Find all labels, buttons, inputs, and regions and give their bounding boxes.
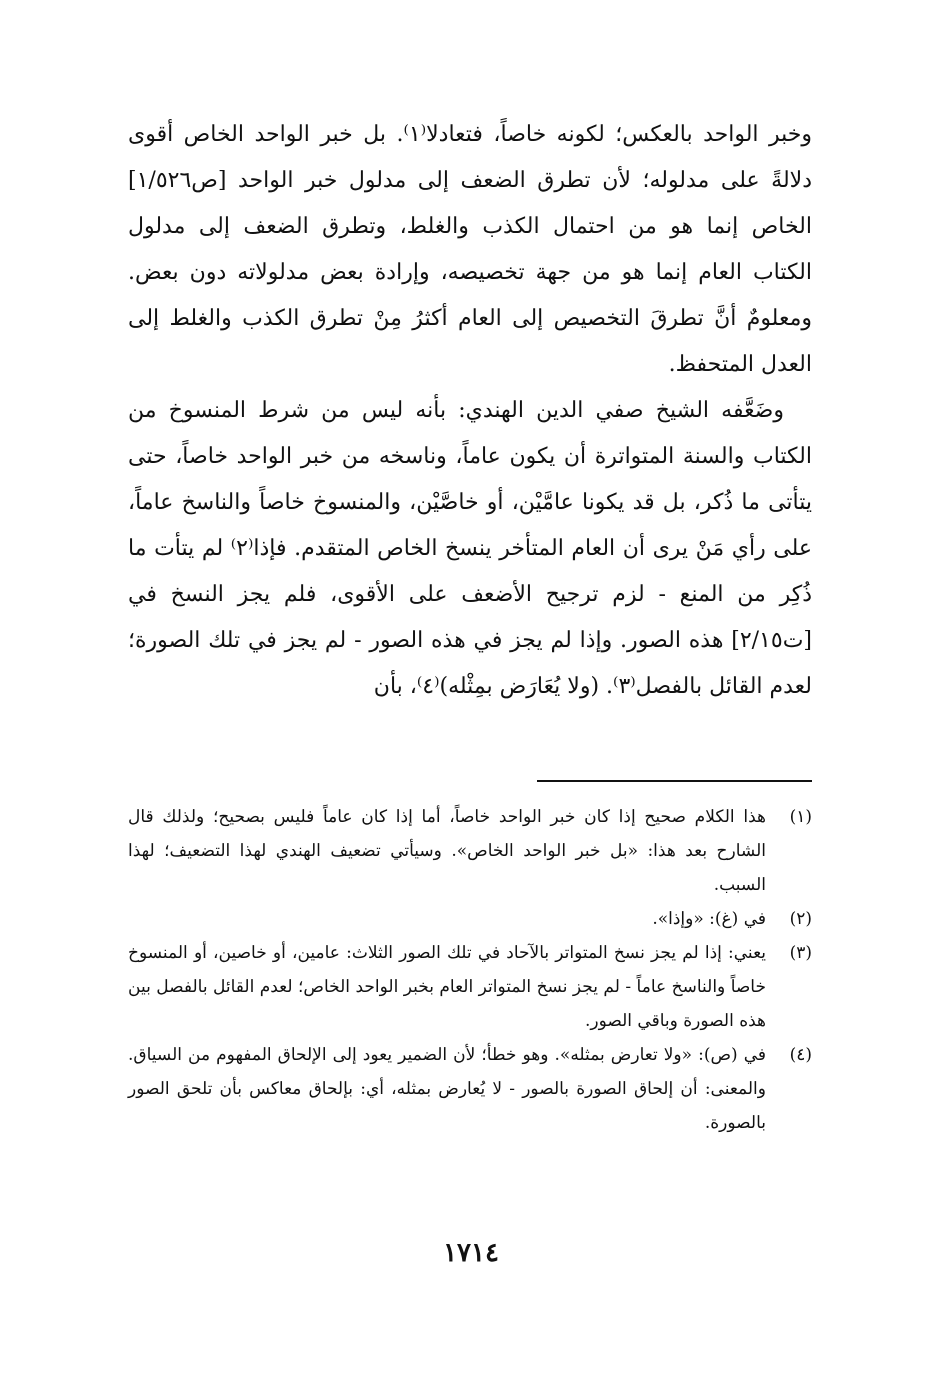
footnote-text: في (غ): «وإذا». [652, 909, 766, 929]
main-text [128, 112, 812, 710]
footnote-divider [537, 780, 812, 782]
footnote-number: (٤) [789, 1045, 812, 1065]
footnote-text: يعني: إذا لم يجز نسخ المتواتر بالآحاد في تلك الصور الثلاث: عامين، أو خاصين، أو المنسوخ خاصاً والناسخ عاماً - لم يجز نسخ المتواتر العام بخبر الواحد الخاص؛ لعدم القائل بالفصل بين هذه الصورة وباقي الصور. [128, 943, 766, 1031]
footnote-text: في (ص): «ولا تعارض بمثله». وهو خطأ؛ لأن الضمير يعود إلى الإلحاق المفهوم من السياق. والمعنى: أن إلحاق الصورة بالصور - لا يُعارض بمثله، أي: بإلحاق معاكس بأن تلحق الصور بالصورة. [128, 1045, 766, 1133]
paragraph-1: وخبر الواحد بالعكس؛ لكونه خاصاً، فتعادلا⁽١⁾. بل خبر الواحد الخاص أقوى دلالةً على مدلوله؛ لأن تطرق الضعف إلى مدلول خبر الواحد [ص١/٥٢٦] الخاص إنما هو من احتمال الكذب والغلط، وتطرق الضعف إلى مدلول الكتاب العام إنما هو من جهة تخصيصه، وإرادة بعض مدلولاته دون بعض. ومعلومٌ أنَّ تطرقَ التخصيص إلى العام أكثرُ مِنْ تطرق الكذب والغلط إلى العدل المتحفظ. [128, 122, 812, 377]
footnote-number: (٢) [789, 909, 812, 929]
footnote-number: (٣) [789, 943, 812, 963]
footnote-4 [128, 1038, 812, 1140]
paragraph-2: وضَعَّفه الشيخ صفي الدين الهندي: بأنه ليس من شرط المنسوخ من الكتاب والسنة المتواترة أن يكون عاماً، وناسخه من خبر الواحد خاصاً، حتى يتأتى ما ذُكر، بل قد يكونا عامَّيْن، أو خاصَّيْن، والمنسوخ خاصاً والناسخ عاماً، على رأي مَنْ يرى أن العام المتأخر ينسخ الخاص المتقدم. فإذا⁽٢⁾ لم يتأت ما ذُكِر من المنع - لزم ترجيح الأضعف على الأقوى، فلم يجز النسخ في [ت٢/١٥] هذه الصور. وإذا لم يجز في هذه الصور - لم يجز في تلك الصورة؛ لعدم القائل بالفصل⁽٣⁾. (ولا يُعَارَض بمِثْله)⁽٤⁾، بأن [128, 398, 813, 699]
footnotes [128, 800, 812, 1140]
footnote-text: هذا الكلام صحيح إذا كان خبر الواحد خاصاً، أما إذا كان عاماً فليس بصحيح؛ ولذلك قال الشارح بعد هذا: «بل خبر الواحد الخاص». وسيأتي تضعيف الهندي لهذا التضعيف؛ لهذا السبب. [128, 807, 766, 895]
page-number: ١٧١٤ [443, 1238, 499, 1268]
footnote-2 [128, 902, 812, 936]
footnote-3 [128, 936, 812, 1038]
footnote-1 [128, 800, 812, 902]
footnote-number: (١) [789, 807, 812, 827]
